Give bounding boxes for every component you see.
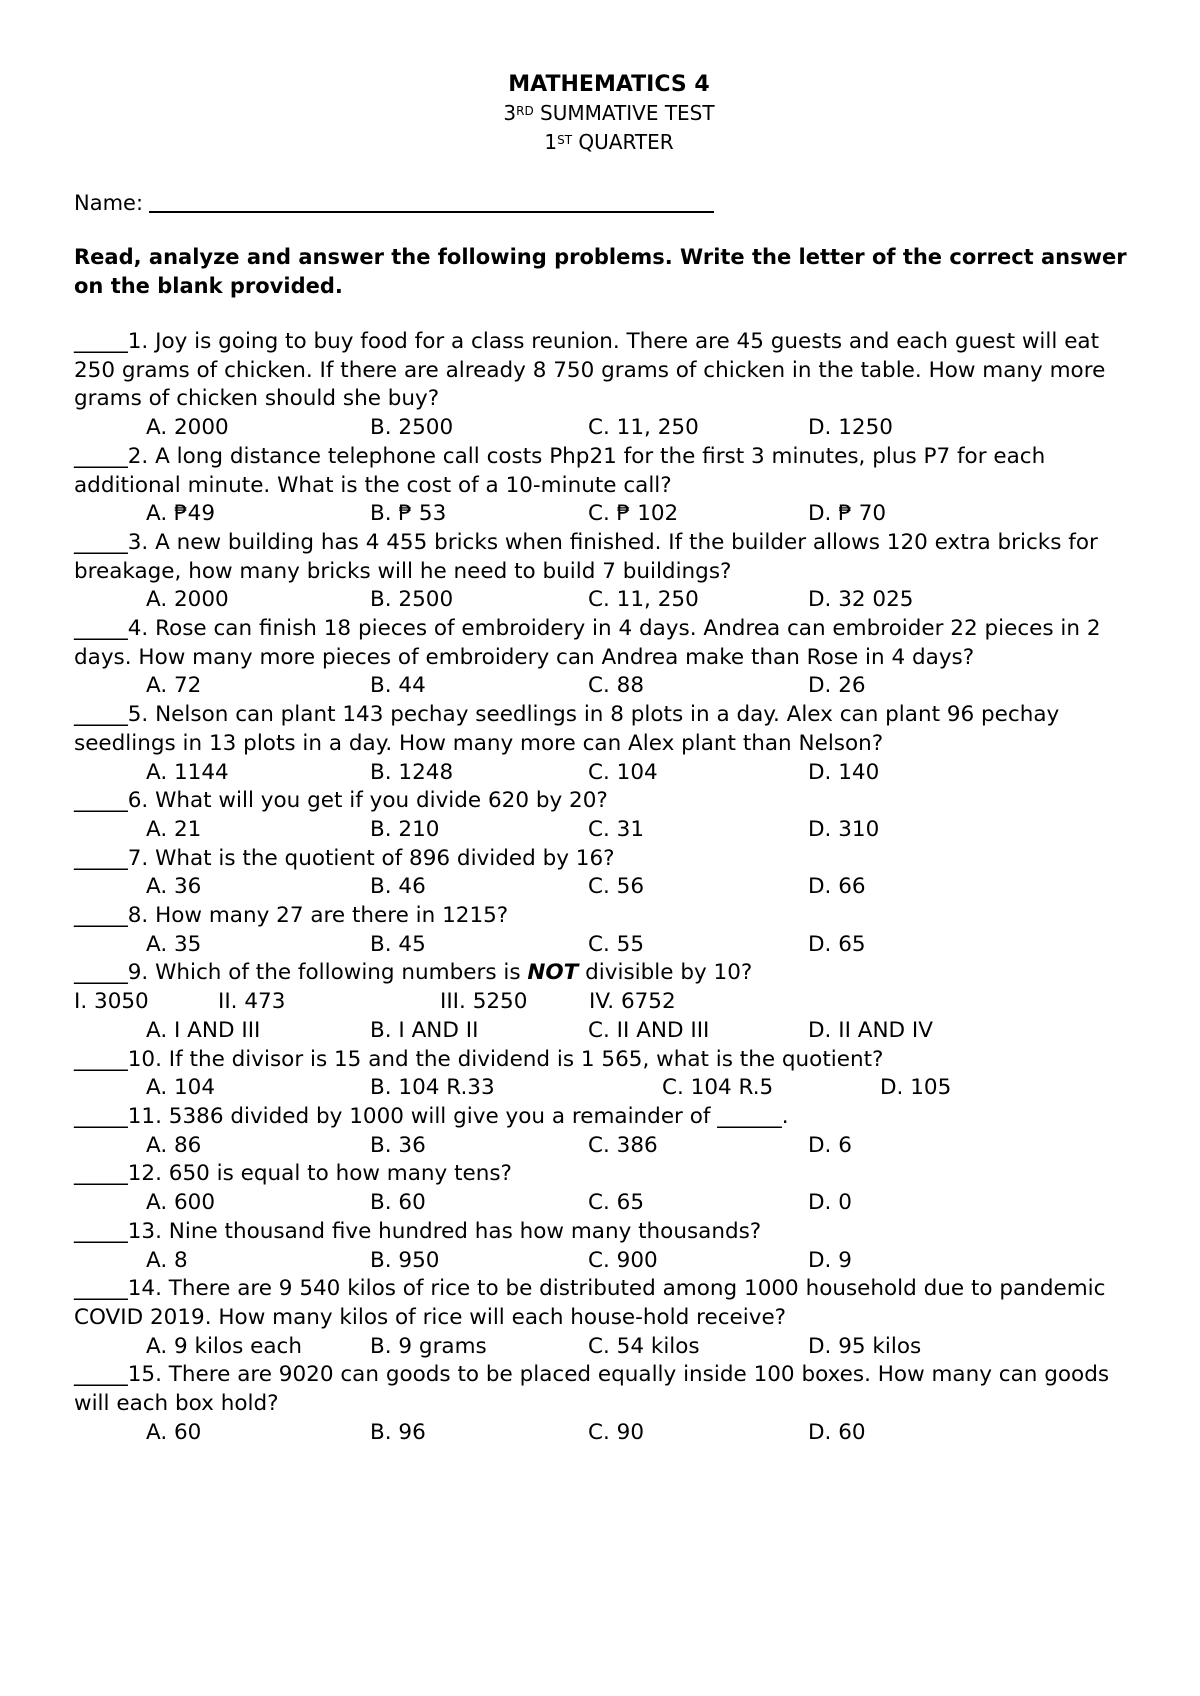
- choice-row: [74, 1333, 1144, 1362]
- choice-a: A. 72: [146, 673, 202, 699]
- answer-blank[interactable]: _____: [74, 1218, 128, 1244]
- choice-d: D. 32 025: [808, 587, 914, 613]
- choice-d: D. 65: [808, 931, 866, 957]
- choice-c: C. 11, 250: [588, 415, 699, 441]
- emphasis-not: NOT: [527, 960, 579, 986]
- test-subtitle: [74, 99, 1144, 128]
- choice-row: [74, 873, 1144, 902]
- name-row: [74, 189, 1144, 215]
- answer-blank[interactable]: _____: [74, 529, 128, 555]
- choice-a: A. 36: [146, 874, 202, 900]
- question-number: 1.: [127, 329, 149, 354]
- question-body: Rose can finish 18 pieces of embroidery in 4 days. Andrea can embroider 22 pieces in 2 days. How many more pieces of embroidery can Andrea make than Rose in 4 days?: [74, 616, 1101, 670]
- question-13: [74, 1218, 1144, 1275]
- question-body: Joy is going to buy food for a class reunion. There are 45 guests and each guest will eat 250 grams of chicken. If there are already 8 750 grams of chicken in the table. How many more grams of chicken should she buy?: [74, 329, 1106, 412]
- choice-row: [74, 1017, 1144, 1046]
- choice-d: D. 95 kilos: [808, 1333, 922, 1359]
- choice-row: [74, 1247, 1144, 1276]
- answer-blank[interactable]: _____: [74, 1046, 128, 1072]
- choice-a: A. 600: [146, 1190, 216, 1216]
- question-text: [74, 1218, 1144, 1247]
- choice-b: B. 950: [370, 1247, 440, 1273]
- choice-d: D. ₱ 70: [808, 501, 887, 527]
- question-text: [74, 615, 1144, 672]
- choice-b: B. 210: [370, 816, 440, 842]
- choice-d: D. II AND IV: [808, 1017, 933, 1043]
- choice-b: B. 46: [370, 874, 426, 900]
- choice-a: A. 104: [146, 1075, 216, 1101]
- choice-c: C. 900: [588, 1247, 658, 1273]
- choice-row: [74, 759, 1144, 788]
- choice-row: [74, 1132, 1144, 1161]
- choice-c: C. II AND III: [588, 1017, 710, 1043]
- question-number: 8.: [127, 903, 149, 929]
- choice-row: [74, 414, 1144, 443]
- test-number-suffix: RD: [516, 104, 534, 118]
- answer-blank[interactable]: _____: [74, 845, 128, 871]
- choice-b: B. 9 grams: [370, 1333, 487, 1359]
- choice-row: [74, 1074, 1144, 1103]
- choice-a: A. 9 kilos each: [146, 1333, 302, 1359]
- question-number: 15.: [127, 1362, 162, 1388]
- answer-blank[interactable]: _____: [74, 788, 128, 814]
- question-text: [74, 787, 1144, 816]
- question-9: [74, 959, 1144, 1045]
- question-text: [74, 1160, 1144, 1189]
- choice-a: A. 21: [146, 816, 202, 842]
- choice-a: A. 2000: [146, 415, 229, 441]
- test-label: SUMMATIVE TEST: [533, 101, 715, 125]
- quarter-number-suffix: ST: [557, 133, 573, 147]
- question-11: [74, 1103, 1144, 1160]
- question-body: What is the quotient of 896 divided by 16?: [148, 845, 615, 871]
- test-page: [74, 70, 1144, 1447]
- question-body: If the divisor is 15 and the dividend is 1 565, what is the quotient?: [161, 1046, 884, 1072]
- question-text: [74, 1046, 1144, 1075]
- choice-c: C. 386: [588, 1132, 658, 1158]
- choice-d: D. 6: [808, 1132, 852, 1158]
- choice-c: C. 90: [588, 1419, 645, 1445]
- question-number: 5.: [127, 702, 149, 728]
- choice-d: D. 1250: [808, 415, 893, 441]
- option-iv: IV. 6752: [589, 989, 676, 1015]
- choice-c: C. 55: [588, 931, 645, 957]
- option-i: I. 3050: [74, 989, 149, 1015]
- question-number: 4.: [127, 616, 149, 642]
- choice-d: D. 9: [808, 1247, 852, 1273]
- choice-c: C. 11, 250: [588, 587, 699, 613]
- instructions: Read, analyze and answer the following problems. Write the letter of the correct answer on the blank provided.: [74, 245, 1127, 298]
- choice-c: C. 65: [588, 1190, 645, 1216]
- question-number: 7.: [127, 845, 149, 871]
- question-2: [74, 443, 1144, 529]
- choice-a: A. I AND III: [146, 1017, 261, 1043]
- answer-blank[interactable]: _____: [74, 1161, 128, 1187]
- choice-a: A. 2000: [146, 587, 229, 613]
- answer-blank[interactable]: _____: [74, 960, 128, 986]
- question-body: A long distance telephone call costs Php21 for the first 3 minutes, plus P7 for each additional minute. What is the cost of a 10-minute call?: [74, 443, 1046, 498]
- question-number: 13.: [127, 1218, 162, 1244]
- choice-d: D. 310: [808, 816, 880, 842]
- question-number: 12.: [127, 1161, 162, 1187]
- answer-blank[interactable]: _____: [74, 443, 128, 469]
- question-number: 3.: [127, 529, 149, 555]
- choice-c: C. 56: [588, 874, 645, 900]
- answer-blank[interactable]: _____: [74, 1362, 128, 1388]
- question-7: [74, 845, 1144, 902]
- choice-b: B. I AND II: [370, 1017, 479, 1043]
- name-label: Name:: [74, 191, 144, 215]
- question-number: 11.: [127, 1103, 162, 1129]
- choice-c: C. 88: [588, 673, 645, 699]
- choice-b: B. 36: [370, 1132, 426, 1158]
- choice-d: D. 60: [808, 1419, 866, 1445]
- choice-row: [74, 672, 1144, 701]
- roman-options: [74, 988, 1144, 1017]
- question-number: 10.: [127, 1046, 162, 1072]
- question-text: [74, 959, 1144, 988]
- test-number: 3: [503, 101, 517, 125]
- answer-blank[interactable]: _____: [74, 702, 128, 728]
- choice-a: A. 8: [146, 1247, 188, 1273]
- question-body: A new building has 4 455 bricks when finished. If the builder allows 120 extra bricks for breakage, how many bricks will he need to build 7 buildings?: [74, 529, 1098, 584]
- question-body: What will you get if you divide 620 by 20?: [148, 788, 608, 814]
- choice-row: [74, 500, 1144, 529]
- choice-a: A. 35: [146, 931, 202, 957]
- choice-row: [74, 931, 1144, 960]
- choice-c: C. 54 kilos: [588, 1333, 700, 1359]
- answer-blank[interactable]: _____: [74, 903, 128, 929]
- choice-d: D. 105: [880, 1075, 952, 1101]
- question-body: How many 27 are there in 1215?: [148, 903, 509, 929]
- choice-d: D. 0: [808, 1190, 852, 1216]
- option-iii: III. 5250: [440, 989, 528, 1015]
- answer-blank[interactable]: _____: [74, 616, 128, 642]
- question-12: [74, 1160, 1144, 1217]
- choice-d: D. 140: [808, 759, 880, 785]
- choice-a: A. ₱49: [146, 501, 216, 527]
- question-6: [74, 787, 1144, 844]
- choice-b: B. 96: [370, 1419, 426, 1445]
- choice-row: [74, 586, 1144, 615]
- choice-a: A. 1144: [146, 759, 229, 785]
- question-15: [74, 1361, 1144, 1447]
- question-4: [74, 615, 1144, 701]
- question-3: [74, 529, 1144, 615]
- choice-d: D. 66: [808, 874, 866, 900]
- question-list: [74, 328, 1144, 1447]
- option-ii: II. 473: [218, 989, 286, 1015]
- choice-row: [74, 1419, 1144, 1448]
- page-title: MATHEMATICS 4: [508, 72, 710, 97]
- choice-b: B. 44: [370, 673, 426, 699]
- question-text: [74, 1103, 1144, 1132]
- choice-b: B. 1248: [370, 759, 454, 785]
- quarter-subtitle: [74, 128, 1144, 157]
- question-body: Which of the following numbers is: [148, 960, 528, 986]
- choice-a: A. 86: [146, 1132, 202, 1158]
- name-field[interactable]: [149, 189, 714, 213]
- answer-blank[interactable]: _____: [74, 329, 128, 354]
- choice-c: C. 104: [588, 759, 658, 785]
- question-body: There are 9020 can goods to be placed equally inside 100 boxes. How many can goods will each box hold?: [74, 1362, 1110, 1417]
- choice-row: [74, 1189, 1144, 1218]
- test-header: [74, 70, 1144, 157]
- choice-row: [74, 816, 1144, 845]
- choice-b: B. 45: [370, 931, 426, 957]
- question-5: [74, 701, 1144, 787]
- question-text: [74, 443, 1144, 500]
- question-10: [74, 1046, 1144, 1103]
- question-text: [74, 902, 1144, 931]
- question-text: [74, 529, 1144, 586]
- choice-b: B. ₱ 53: [370, 501, 447, 527]
- question-body-end: divisible by 10?: [578, 960, 753, 986]
- question-text: [74, 328, 1144, 414]
- choice-c: C. ₱ 102: [588, 501, 679, 527]
- question-14: [74, 1275, 1144, 1361]
- question-body: 650 is equal to how many tens?: [161, 1161, 512, 1187]
- question-text: [74, 1275, 1144, 1332]
- question-number: 6.: [127, 788, 149, 814]
- answer-blank[interactable]: _____: [74, 1276, 128, 1302]
- question-body: There are 9 540 kilos of rice to be distributed among 1000 household due to pandemic COVID 2019. How many kilos of rice will each house-hold receive?: [74, 1276, 1106, 1330]
- choice-b: B. 2500: [370, 587, 454, 613]
- choice-b: B. 104 R.33: [370, 1075, 495, 1101]
- question-text: [74, 1361, 1144, 1418]
- question-text: [74, 701, 1144, 758]
- question-number: 9.: [127, 960, 149, 986]
- question-1: [74, 328, 1144, 443]
- quarter-number: 1: [544, 130, 558, 154]
- choice-d: D. 26: [808, 673, 866, 699]
- question-body: Nine thousand five hundred has how many thousands?: [161, 1218, 762, 1244]
- question-number: 14.: [127, 1276, 162, 1302]
- choice-b: B. 2500: [370, 415, 454, 441]
- choice-b: B. 60: [370, 1190, 426, 1216]
- choice-c: C. 104 R.5: [662, 1075, 774, 1101]
- question-number: 2.: [127, 443, 149, 469]
- quarter-label: QUARTER: [572, 130, 674, 154]
- question-8: [74, 902, 1144, 959]
- question-text: [74, 845, 1144, 874]
- question-body: Nelson can plant 143 pechay seedlings in 8 plots in a day. Alex can plant 96 pechay seedlings in 13 plots in a day. How many more can Alex plant than Nelson?: [74, 702, 1060, 756]
- answer-blank[interactable]: _____: [74, 1103, 128, 1129]
- choice-c: C. 31: [588, 816, 645, 842]
- question-body: 5386 divided by 1000 will give you a remainder of ______.: [161, 1103, 789, 1129]
- choice-a: A. 60: [146, 1419, 202, 1445]
